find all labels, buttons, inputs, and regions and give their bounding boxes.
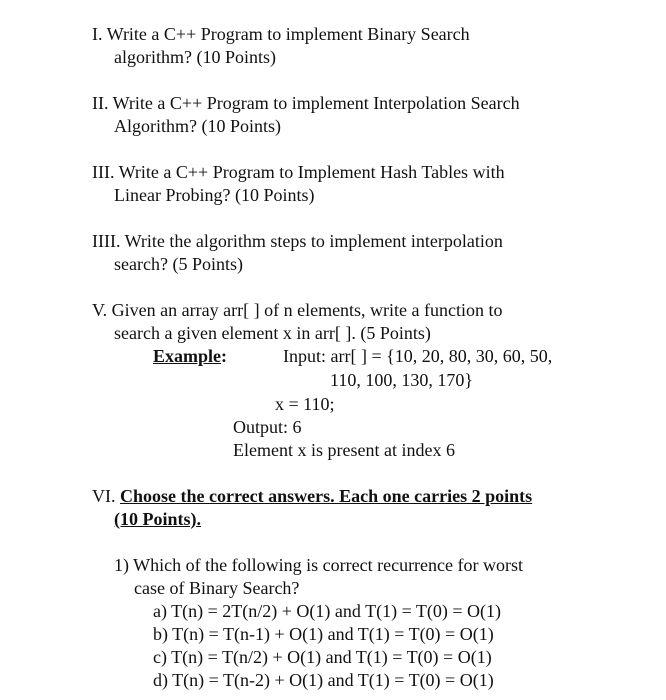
mcq-1-option-d: d) T(n) = T(n-2) + O(1) and T(1) = T(0) = O(1) — [153, 670, 494, 690]
mcq-1-line-2: case of Binary Search? — [134, 578, 300, 598]
example-x-value: x = 110; — [275, 394, 335, 414]
question-5-line-1: V. Given an array arr[ ] of n elements, write a function to — [92, 300, 503, 320]
question-4-line-1: IIII. Write the algorithm steps to implement interpolation — [92, 231, 503, 251]
mcq-1-option-c: c) T(n) = T(n/2) + O(1) and T(1) = T(0) = O(1) — [153, 647, 492, 667]
question-1 — [92, 23, 588, 69]
question-2 — [92, 92, 588, 138]
example-colon: : — [221, 346, 228, 366]
mcq-1-option-b: b) T(n) = T(n-1) + O(1) and T(1) = T(0) = O(1) — [153, 624, 494, 644]
section-6-title-line-1: Choose the correct answers. Each one carries 2 points — [120, 486, 533, 506]
section-6-heading — [92, 485, 532, 508]
example-output: Output: 6 — [233, 417, 302, 437]
section-6-numeral: VI. — [92, 486, 116, 506]
example-explanation: Element x is present at index 6 — [233, 440, 455, 460]
question-2-line-2: Algorithm? (10 Points) — [114, 116, 281, 136]
example-heading — [153, 345, 227, 368]
question-4-line-2: search? (5 Points) — [114, 254, 243, 274]
question-3 — [92, 161, 588, 207]
question-2-line-1: II. Write a C++ Program to implement Interpolation Search — [92, 93, 520, 113]
question-3-line-1: III. Write a C++ Program to Implement Hash Tables with — [92, 162, 505, 182]
mcq-1-line-1: 1) Which of the following is correct recurrence for worst — [114, 555, 524, 575]
question-3-line-2: Linear Probing? (10 Points) — [114, 185, 315, 205]
question-5-line-2: search a given element x in arr[ ]. (5 Points) — [114, 323, 431, 343]
example-input-line-2: 110, 100, 130, 170} — [330, 370, 473, 390]
question-1-line-2: algorithm? (10 Points) — [114, 47, 276, 67]
example-input-line-1: Input: arr[ ] = {10, 20, 80, 30, 60, 50, — [283, 346, 553, 366]
section-6-title-line-2: (10 Points). — [114, 509, 201, 529]
example-label: Example — [153, 346, 222, 366]
question-4 — [92, 230, 588, 276]
mcq-1-option-a: a) T(n) = 2T(n/2) + O(1) and T(1) = T(0) = O(1) — [153, 601, 502, 621]
question-1-line-1: I. Write a C++ Program to implement Binary Search — [92, 24, 470, 44]
question-5 — [92, 299, 588, 345]
